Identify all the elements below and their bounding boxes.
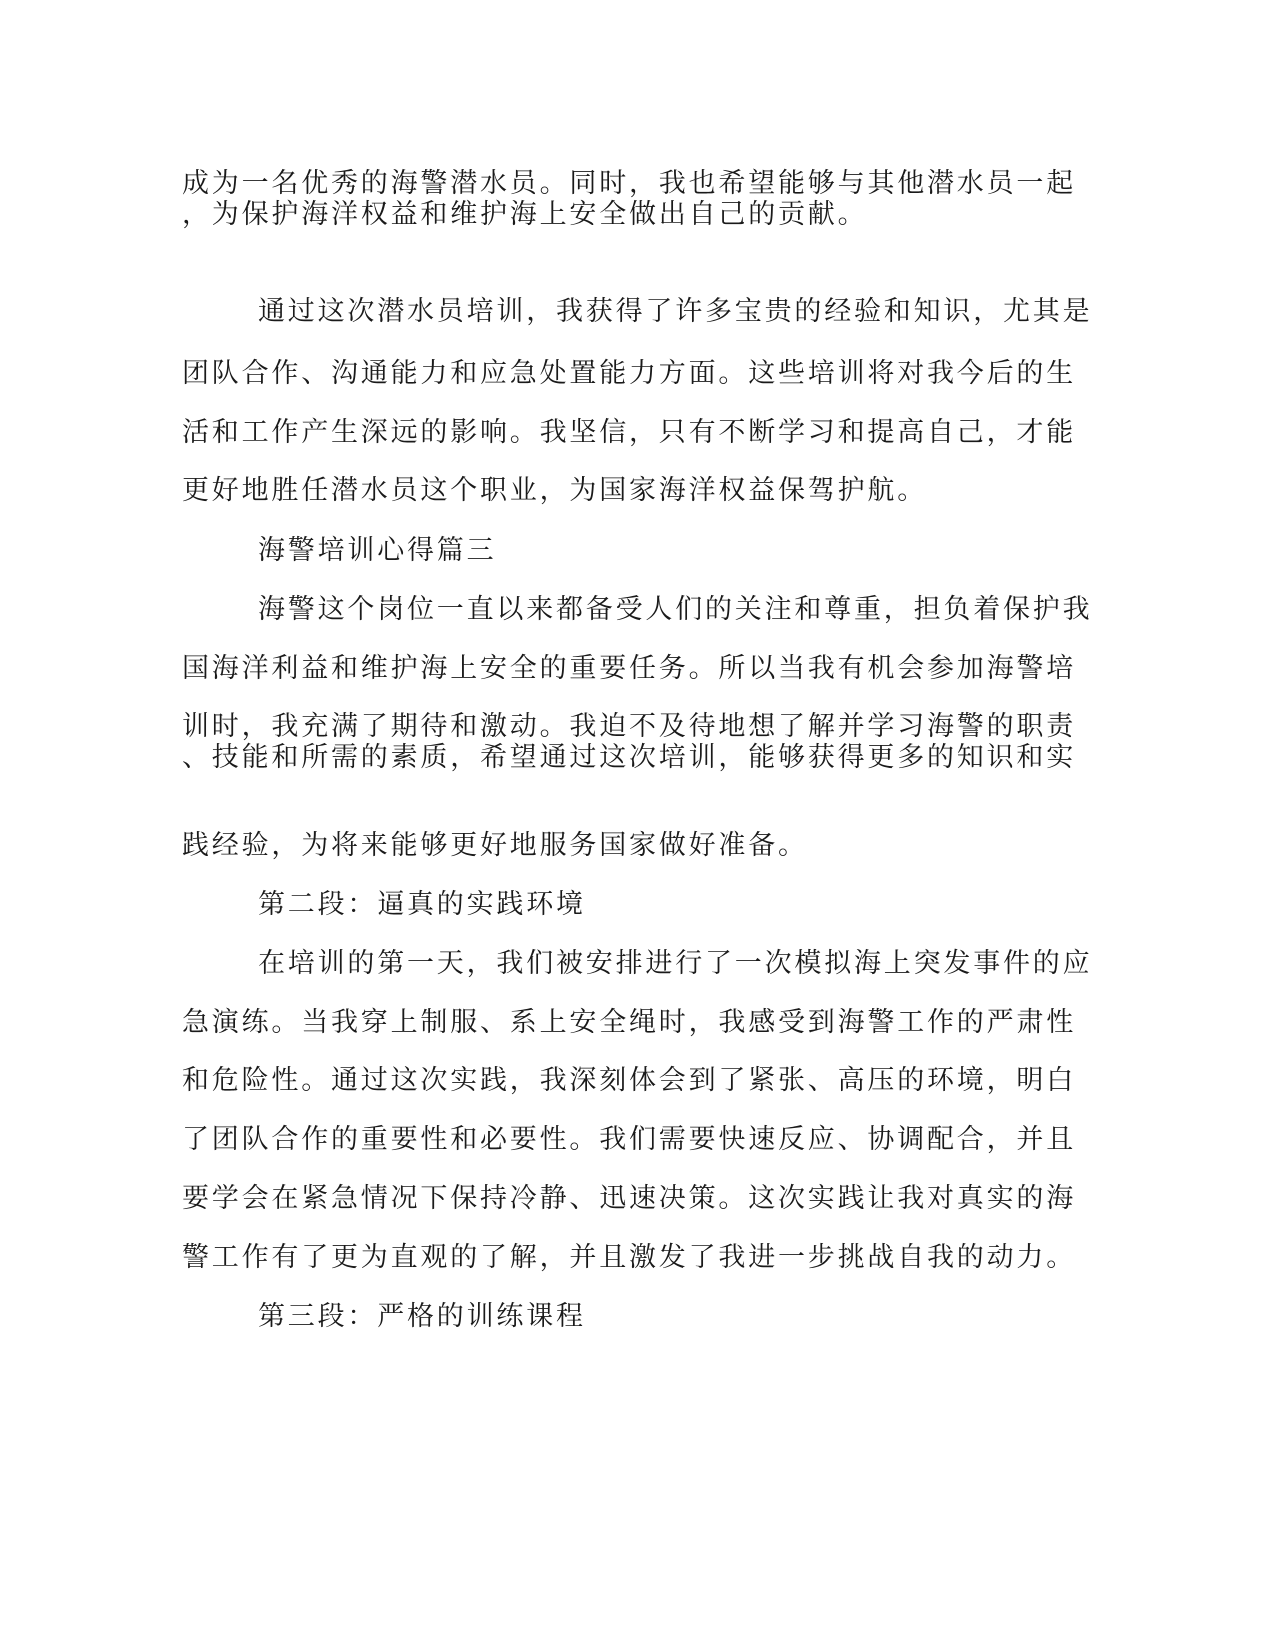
text-line: 活和工作产生深远的影响。我坚信，只有不断学习和提高自己，才能 <box>182 417 1076 448</box>
text-line: 、技能和所需的素质，希望通过这次培训，能够获得更多的知识和实 <box>182 742 1076 773</box>
text-line: 急演练。当我穿上制服、系上安全绳时，我感受到海警工作的严肃性 <box>182 1007 1076 1038</box>
section-heading: 第二段：逼真的实践环境 <box>258 889 586 920</box>
text-line: 团队合作、沟通能力和应急处置能力方面。这些培训将对我今后的生 <box>182 358 1076 389</box>
text-line: 和危险性。通过这次实践，我深刻体会到了紧张、高压的环境，明白 <box>182 1065 1076 1096</box>
text-line: 践经验，为将来能够更好地服务国家做好准备。 <box>182 830 808 861</box>
text-line: 成为一名优秀的海警潜水员。同时，我也希望能够与其他潜水员一起 <box>182 168 1076 199</box>
text-line: 国海洋利益和维护海上安全的重要任务。所以当我有机会参加海警培 <box>182 653 1076 684</box>
text-line: 更好地胜任潜水员这个职业，为国家海洋权益保驾护航。 <box>182 475 927 506</box>
paragraph-first-line: 在培训的第一天，我们被安排进行了一次模拟海上突发事件的应 <box>258 948 1093 979</box>
text-line: ，为保护海洋权益和维护海上安全做出自己的贡献。 <box>182 199 868 230</box>
text-line: 警工作有了更为直观的了解，并且激发了我进一步挑战自我的动力。 <box>182 1242 1076 1273</box>
paragraph-first-line: 通过这次潜水员培训，我获得了许多宝贵的经验和知识，尤其是 <box>258 296 1093 327</box>
paragraph-first-line: 海警这个岗位一直以来都备受人们的关注和尊重，担负着保护我 <box>258 594 1093 625</box>
text-line: 要学会在紧急情况下保持冷静、迅速决策。这次实践让我对真实的海 <box>182 1183 1076 1214</box>
section-heading: 第三段：严格的训练课程 <box>258 1301 586 1332</box>
text-line: 了团队合作的重要性和必要性。我们需要快速反应、协调配合，并且 <box>182 1124 1076 1155</box>
text-line: 训时，我充满了期待和激动。我迫不及待地想了解并学习海警的职责 <box>182 711 1076 742</box>
section-heading: 海警培训心得篇三 <box>258 535 497 566</box>
